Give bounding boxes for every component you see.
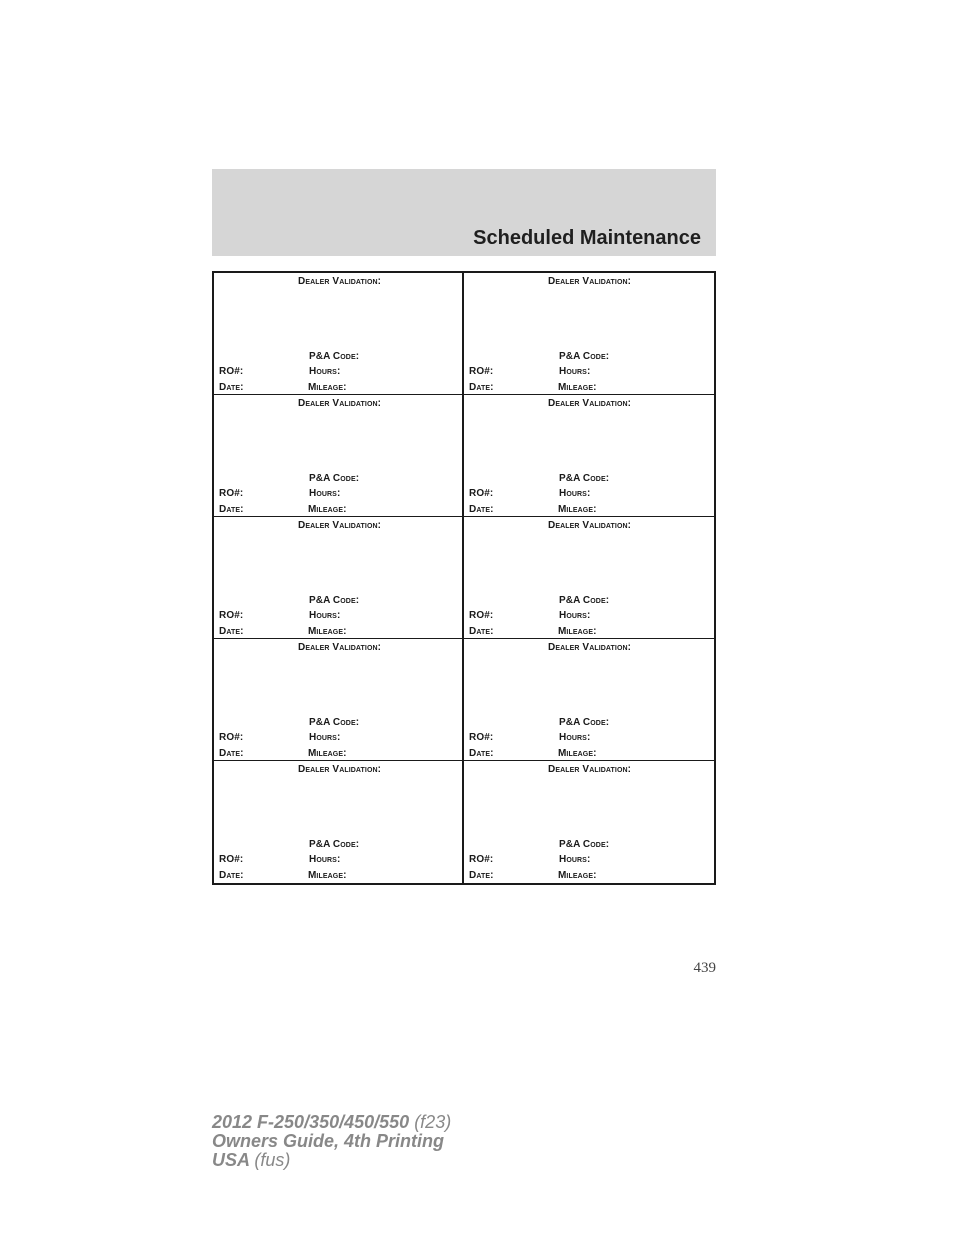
- dealer-validation-label: Dealer Validation:: [298, 398, 382, 409]
- document-footer: [212, 1113, 451, 1170]
- ro-number-label: RO#:: [219, 610, 244, 621]
- footer-region-code: (fus): [254, 1150, 291, 1170]
- ro-number-label: RO#:: [219, 366, 244, 377]
- date-label: Date:: [469, 504, 494, 515]
- mileage-label: Mileage:: [558, 504, 597, 515]
- mileage-label: Mileage:: [558, 748, 597, 759]
- dealer-validation-label: Dealer Validation:: [298, 642, 382, 653]
- footer-model-code: (f23): [414, 1112, 452, 1132]
- pa-code-label: P&A Code:: [309, 351, 360, 362]
- section-header-band: [212, 169, 716, 256]
- date-label: Date:: [219, 870, 244, 881]
- record-cell: [464, 273, 714, 395]
- hours-label: Hours:: [309, 732, 341, 743]
- ro-number-label: RO#:: [219, 854, 244, 865]
- ro-number-label: RO#:: [469, 854, 494, 865]
- record-cell: [464, 395, 714, 517]
- ro-number-label: RO#:: [469, 366, 494, 377]
- hours-label: Hours:: [309, 854, 341, 865]
- record-cell: [464, 761, 714, 883]
- pa-code-label: P&A Code:: [309, 473, 360, 484]
- maintenance-record-grid: [212, 271, 716, 885]
- dealer-validation-label: Dealer Validation:: [548, 276, 632, 287]
- date-label: Date:: [219, 504, 244, 515]
- date-label: Date:: [219, 748, 244, 759]
- footer-line-region: [212, 1151, 451, 1170]
- record-cell: [214, 273, 464, 395]
- mileage-label: Mileage:: [558, 382, 597, 393]
- ro-number-label: RO#:: [219, 732, 244, 743]
- dealer-validation-label: Dealer Validation:: [548, 642, 632, 653]
- mileage-label: Mileage:: [308, 626, 347, 637]
- hours-label: Hours:: [559, 488, 591, 499]
- record-cell: [464, 639, 714, 761]
- mileage-label: Mileage:: [558, 626, 597, 637]
- hours-label: Hours:: [309, 610, 341, 621]
- record-cell: [214, 639, 464, 761]
- pa-code-label: P&A Code:: [559, 717, 610, 728]
- pa-code-label: P&A Code:: [309, 839, 360, 850]
- date-label: Date:: [469, 748, 494, 759]
- mileage-label: Mileage:: [308, 382, 347, 393]
- pa-code-label: P&A Code:: [309, 595, 360, 606]
- dealer-validation-label: Dealer Validation:: [298, 520, 382, 531]
- dealer-validation-label: Dealer Validation:: [548, 398, 632, 409]
- page-number: 439: [693, 960, 716, 976]
- mileage-label: Mileage:: [308, 870, 347, 881]
- dealer-validation-label: Dealer Validation:: [298, 276, 382, 287]
- pa-code-label: P&A Code:: [559, 595, 610, 606]
- dealer-validation-label: Dealer Validation:: [548, 764, 632, 775]
- footer-region: USA: [212, 1150, 250, 1170]
- ro-number-label: RO#:: [469, 610, 494, 621]
- footer-line-model: [212, 1113, 451, 1132]
- mileage-label: Mileage:: [308, 504, 347, 515]
- mileage-label: Mileage:: [558, 870, 597, 881]
- date-label: Date:: [469, 382, 494, 393]
- date-label: Date:: [219, 382, 244, 393]
- hours-label: Hours:: [559, 732, 591, 743]
- record-cell: [214, 395, 464, 517]
- hours-label: Hours:: [559, 366, 591, 377]
- mileage-label: Mileage:: [308, 748, 347, 759]
- dealer-validation-label: Dealer Validation:: [298, 764, 382, 775]
- footer-guide: Owners Guide, 4th Printing: [212, 1131, 445, 1151]
- section-title: Scheduled Maintenance: [473, 227, 701, 249]
- date-label: Date:: [219, 626, 244, 637]
- footer-line-guide: [212, 1132, 451, 1151]
- ro-number-label: RO#:: [219, 488, 244, 499]
- pa-code-label: P&A Code:: [309, 717, 360, 728]
- hours-label: Hours:: [559, 854, 591, 865]
- date-label: Date:: [469, 870, 494, 881]
- pa-code-label: P&A Code:: [559, 473, 610, 484]
- pa-code-label: P&A Code:: [559, 351, 610, 362]
- ro-number-label: RO#:: [469, 732, 494, 743]
- pa-code-label: P&A Code:: [559, 839, 610, 850]
- hours-label: Hours:: [309, 488, 341, 499]
- footer-model: 2012 F-250/350/450/550: [212, 1112, 410, 1132]
- ro-number-label: RO#:: [469, 488, 494, 499]
- hours-label: Hours:: [309, 366, 341, 377]
- date-label: Date:: [469, 626, 494, 637]
- record-cell: [464, 517, 714, 639]
- record-cell: [214, 517, 464, 639]
- hours-label: Hours:: [559, 610, 591, 621]
- dealer-validation-label: Dealer Validation:: [548, 520, 632, 531]
- record-cell: [214, 761, 464, 883]
